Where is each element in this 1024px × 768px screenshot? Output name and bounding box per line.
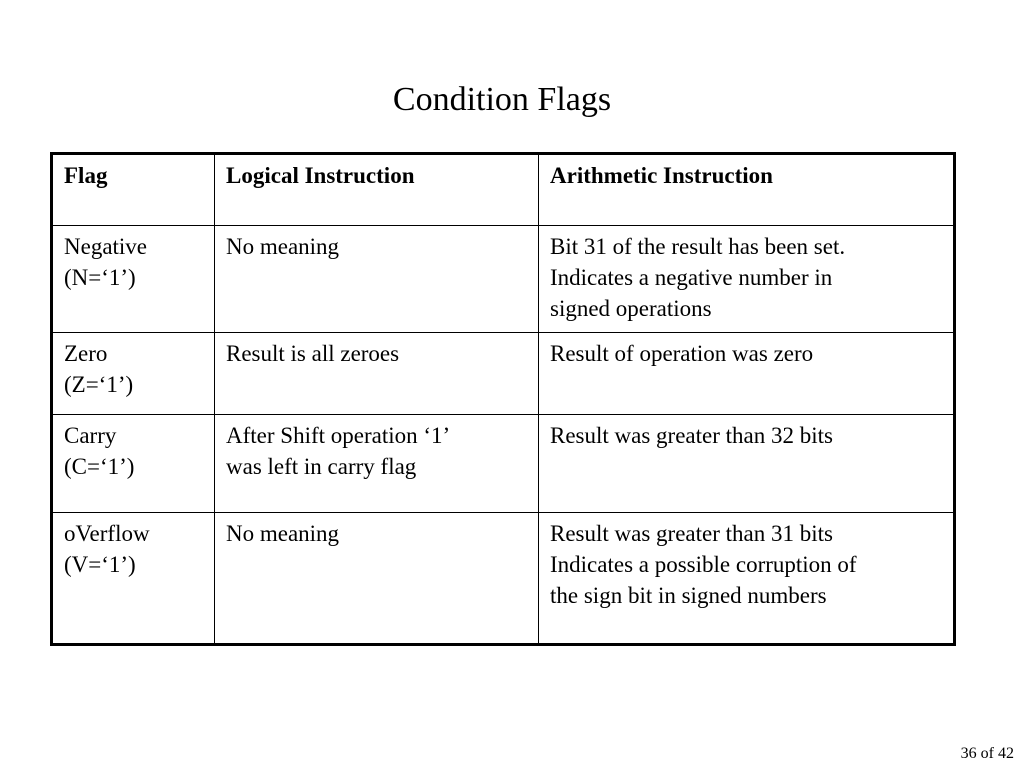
flag-condition: (C=‘1’) <box>64 454 135 479</box>
logical-text: No meaning <box>226 234 340 259</box>
logical-cell <box>215 415 539 513</box>
table-row <box>52 333 955 415</box>
arithmetic-text: the sign bit in signed numbers <box>550 583 827 608</box>
slide-page-indicator: 36 of 42 <box>960 745 1014 762</box>
flag-cell <box>52 415 215 513</box>
flag-name: Carry <box>64 423 117 448</box>
logical-text: was left in carry flag <box>226 454 417 479</box>
logical-text: After Shift operation ‘1’ <box>226 423 451 448</box>
table-row <box>52 415 955 513</box>
table-row <box>52 226 955 333</box>
flag-condition: (N=‘1’) <box>64 265 136 290</box>
arithmetic-cell <box>539 513 955 645</box>
header-arithmetic-instruction: Arithmetic Instruction <box>539 154 955 226</box>
flag-name: Negative <box>64 234 148 259</box>
arithmetic-text: Result was greater than 31 bits <box>550 521 833 546</box>
arithmetic-text: Indicates a possible corruption of <box>550 552 857 577</box>
arithmetic-cell <box>539 415 955 513</box>
slide-title: Condition Flags <box>392 81 612 118</box>
arithmetic-cell <box>539 226 955 333</box>
flag-name: oVerflow <box>64 521 150 546</box>
flag-cell <box>52 333 215 415</box>
logical-cell <box>215 513 539 645</box>
flag-condition: (Z=‘1’) <box>64 372 134 397</box>
flag-cell <box>52 226 215 333</box>
logical-text: Result is all zeroes <box>226 341 400 366</box>
header-logical-instruction: Logical Instruction <box>215 154 539 226</box>
flag-condition: (V=‘1’) <box>64 552 136 577</box>
arithmetic-text: signed operations <box>550 296 712 321</box>
logical-text: No meaning <box>226 521 340 546</box>
flag-cell <box>52 513 215 645</box>
table-header-row <box>52 154 955 226</box>
table-row <box>52 513 955 645</box>
arithmetic-cell <box>539 333 955 415</box>
arithmetic-text: Bit 31 of the result has been set. <box>550 234 846 259</box>
flag-name: Zero <box>64 341 108 366</box>
condition-flags-table <box>50 152 956 646</box>
logical-cell <box>215 226 539 333</box>
arithmetic-text: Result of operation was zero <box>550 341 814 366</box>
arithmetic-text: Indicates a negative number in <box>550 265 833 290</box>
arithmetic-text: Result was greater than 32 bits <box>550 423 833 448</box>
logical-cell <box>215 333 539 415</box>
header-flag: Flag <box>52 154 215 226</box>
